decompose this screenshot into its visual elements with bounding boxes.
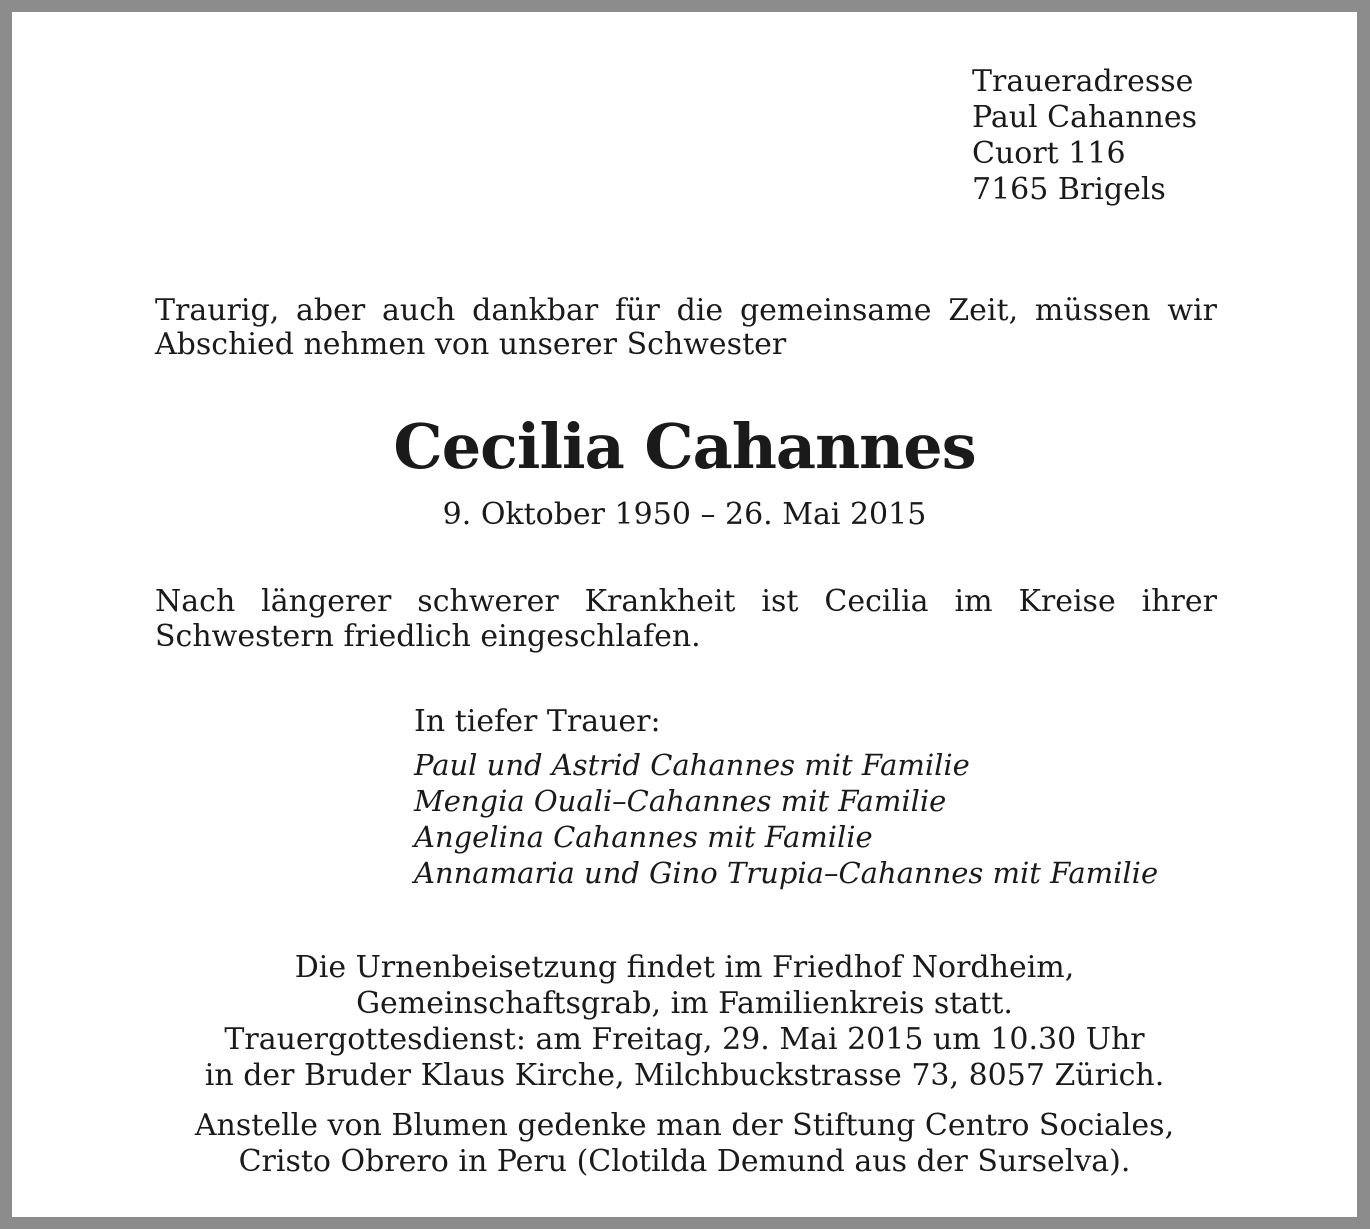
ceremony-line: in der Bruder Klaus Kirche, Milchbuckstrasse 73, 8057 Zürich.: [204, 1058, 1165, 1093]
message-line: Schwestern friedlich eingeschlafen.: [155, 619, 701, 654]
ceremony-line: Gemeinschaftsgrab, im Familienkreis statt.: [356, 986, 1013, 1021]
mourner-entry: Annamaria und Gino Trupia–Cahannes mit Familie: [414, 856, 1159, 890]
message-line: Nach längerer schwerer Krankheit ist Cecilia im Kreise ihrer: [155, 584, 1217, 619]
intro-line: Traurig, aber auch dankbar für die gemeinsame Zeit, müssen wir: [155, 293, 1217, 328]
address-street: Cuort 116: [972, 136, 1126, 171]
address-city: 7165 Brigels: [972, 172, 1166, 207]
deceased-name: Cecilia Cahannes: [393, 410, 976, 483]
life-dates: 9. Oktober 1950 – 26. Mai 2015: [442, 497, 927, 532]
intro-text: [155, 294, 1217, 362]
passing-message: [155, 584, 1217, 654]
donation-line: Cristo Obrero in Peru (Clotilda Demund aus der Surselva).: [238, 1144, 1131, 1179]
donation-note: [12, 1108, 1357, 1180]
mourning-address: [972, 64, 1197, 208]
ceremony-line: Trauergottesdienst: am Freitag, 29. Mai 2015 um 10.30 Uhr: [224, 1022, 1145, 1057]
ceremony-line: Die Urnenbeisetzung findet im Friedhof Nordheim,: [294, 950, 1075, 985]
address-name: Paul Cahannes: [972, 100, 1198, 135]
intro-line: Abschied nehmen von unserer Schwester: [155, 327, 787, 362]
mourner-entry: Mengia Ouali–Cahannes mit Familie: [414, 784, 947, 818]
address-label: Traueradresse: [972, 64, 1194, 99]
ceremony-info: [12, 950, 1357, 1094]
mourning-heading: In tiefer Trauer:: [414, 704, 661, 739]
mourners-list: [414, 747, 1158, 891]
mourner-entry: Paul und Astrid Cahannes mit Familie: [414, 748, 970, 782]
obituary-notice: [12, 12, 1357, 1217]
mourner-entry: Angelina Cahannes mit Familie: [414, 820, 873, 854]
donation-line: Anstelle von Blumen gedenke man der Stiftung Centro Sociales,: [194, 1108, 1175, 1143]
